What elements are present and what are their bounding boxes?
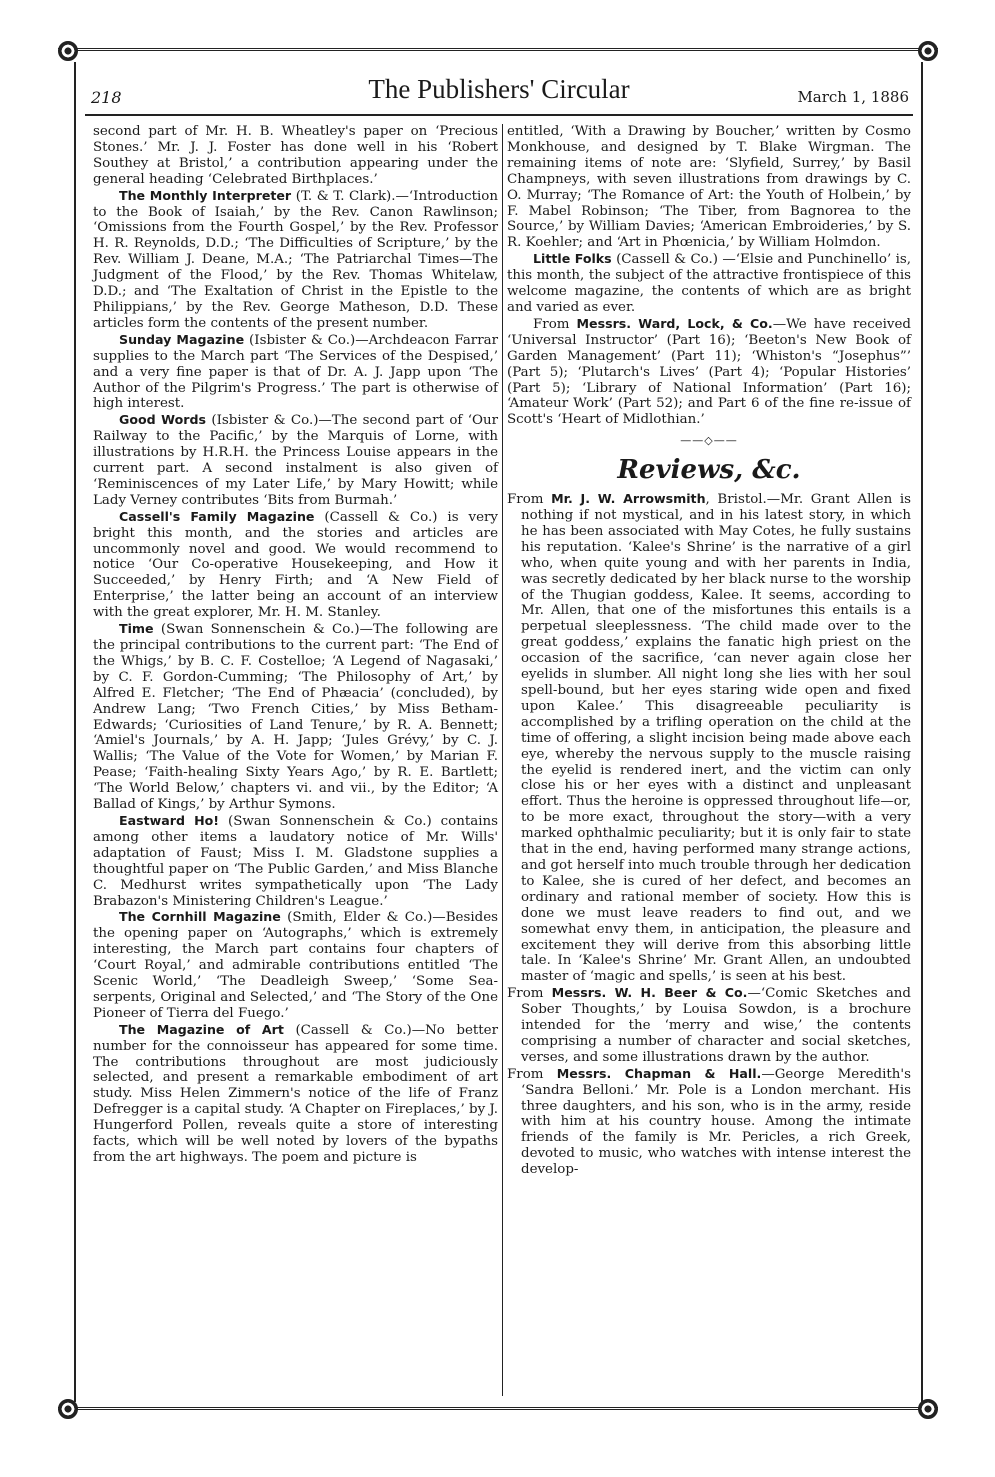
entry-lead: Sunday Magazine (119, 331, 245, 347)
page-header (85, 70, 913, 116)
paragraph (93, 909, 498, 1021)
left-column (93, 124, 498, 1166)
entry-lead: The Monthly Interpreter (119, 187, 292, 203)
paragraph: entitled, ‘With a Drawing by Boucher,’ written by Cosmo Monkhouse, and designed by T. Blake Wirgman. The remaining items of note are: ‘Slyfield, Surrey,’ by Basil Champneys, with seven illustrations from drawings by C. O. Murray; ‘The Romance of Art: the Youth of Holbein,’ by F. Mabel Robinson; ‘The Tiber, from Bagnorea to the Source,’ by William Davies; ‘American Embroideries,’ by S. R. Koehler; and ‘Art in Phœnicia,’ by William Holmdon. (507, 124, 911, 251)
entry-body: , Bristol.—Mr. Grant Allen is nothing if not mystical, and in his latest story, in which he has been associated with May Cotes, he fully sustains his reputation. ‘Kalee's Shrine’ is the narrative of a girl who, when quite young and with her parents in India, was secretly dedicated by her black nurse to the worship of the Thugian goddess, Kalee. It seems, according to Mr. Allen, that one of the misfortunes this entails is a perpetual sleeplessness. ‘The child made over to the great goddess,’ explains the fanatic high priest on the occasion of the sacrifice, ‘can never again close her eyelids in slumber. All night long she lies with her soul spell-bound, but her eyes staring wide open and fixed upon Kalee.’ This disagreeable peculiarity is accomplished by a trifling operation on the child at the time of offering, a slight incision being made above each eye, whereby the nervous supply to the muscle raising the eyelid is rendered inert, and the victim can only close his or her eyes with a distinct and unpleasant effort. Thus the heroine is oppressed throughout life—or, to be more exact, throughout the story—with a very marked ophthalmic peculiarity; but it is only fair to state that in the end, having performed many strange actions, and got herself into much trouble through her dedication to Kalee, she is cured of her defect, and becomes an ordinary and rational member of society. How this is done we must leave readers to find out, and we somewhat envy them, in anticipation, the pleasure and excitement they will derive from this absorbing little tale. In ‘Kalee's Shrine’ Mr. Grant Allen, an undoubted master of ‘magic and spells,’ is seen at his best. (521, 492, 911, 985)
entry-body: (Swan Sonnenschein & Co.) contains among other items a laudatory notice of Mr. Wills' adaptation of Faust; Miss I. M. Gladstone supplies a thoughtful paper on ‘The Public Garden,’ and Miss Blanche C. Medhurst writes sympathetically upon ‘The Lady Brabazon's Ministering Children's League.’ (93, 813, 498, 909)
paragraph (93, 412, 498, 508)
entry-lead: Good Words (119, 412, 206, 428)
entry-lead: The Magazine of Art (119, 1021, 284, 1037)
entry-lead: Time (119, 621, 154, 637)
entry-body: —George Meredith's ‘Sandra Belloni.’ Mr. Pole is a London merchant. His three daughters, and his son, who is in the army, reside with him at his country house. Among the intimate friends of the family is Mr. Pericles, a rich Greek, devoted to music, who watches with intense interest the develop- (521, 1066, 911, 1178)
paragraph (93, 332, 498, 413)
paragraph (507, 251, 911, 316)
review-entry (507, 1066, 911, 1178)
entry-body: (Isbister & Co.)—The second part of ‘Our Railway to the Pacific,’ by the Marquis of Lorne, with illustrations by H.R.H. the Princess Louise appears in the current part. A second instalment is also given of ‘Reminiscences of my Later Life,’ by Mary Howitt; while Lady Verney contributes ‘Bits from Burmah.’ (93, 413, 498, 508)
issue-date: March 1, 1886 (797, 88, 909, 106)
paragraph (93, 621, 498, 813)
column-divider (502, 124, 503, 1396)
entry-prefix: From (507, 986, 552, 1002)
right-border-rule (921, 62, 923, 1402)
entry-body: (Isbister & Co.)—Archdeacon Farrar supplies to the March part ‘The Services of the Despised,’ and a very fine paper is that of Dr. A. J. Japp upon ‘The Author of the Pilgrim's Progress.’ The part is otherwise of high interest. (93, 332, 498, 412)
entry-prefix: From (533, 316, 577, 332)
entry-body: (Cassell & Co.)—No better number for the connoisseur has appeared for some time. The contributions throughout are most judiciously selected, and present a remarkable embodiment of art study. Miss Helen Zimmern's notice of the life of Franz Defregger is a capital study. ‘A Chapter on Fireplaces,’ by J. Hungerford Pollen, reveals quite a store of interesting facts, which will be well noted by lovers of the bypaths from the art highways. The poem and picture is (93, 1022, 498, 1165)
entry-lead: Eastward Ho! (119, 812, 220, 828)
review-entry (507, 985, 911, 1066)
bottom-border-rule (58, 1407, 938, 1410)
entry-lead: Messrs. W. H. Beer & Co. (551, 985, 748, 1001)
entry-body: —‘Comic Sketches and Sober Thoughts,’ by Louisa Sowdon, is a brochure intended for the ‘merry and wise,’ the contents comprising a number of character and social sketches, verses, and some illustrations drawn by the author. (521, 986, 911, 1065)
review-entry (507, 491, 911, 985)
entry-body: —We have received ‘Universal Instructor’ (Part 16); ‘Beeton's New Book of Garden Management’ (Part 11); ‘Whiston's “Josephus”’ (Part 5); ‘Plutarch's Lives’ (Part 4); ‘Popular Histories’ (Part 5); ‘Library of National Information’ (Part 16); ‘Amateur Work’ (Part 52); and Part 6 of the fine re-issue of Scott's ‘Heart of Midlothian.’ (507, 316, 911, 428)
corner-ornament-icon (58, 1399, 78, 1419)
page-number: 218 (91, 88, 122, 107)
paragraph (507, 316, 911, 428)
corner-ornament-icon (58, 41, 78, 61)
corner-ornament-icon (918, 1399, 938, 1419)
entry-lead: Mr. J. W. Arrowsmith (551, 491, 706, 507)
entry-prefix: From (507, 492, 552, 508)
paragraph: second part of Mr. H. B. Wheatley's paper on ‘Precious Stones.’ Mr. J. J. Foster has done well in his ‘Robert Southey at Bristol,’ a contribution appearing under the general heading ‘Celebrated Birthplaces.’ (93, 124, 498, 187)
entry-lead: Cassell's Family Magazine (119, 508, 315, 524)
entry-body: (Swan Sonnenschein & Co.)—The following are the principal contributions to the current part: ‘The End of the Whigs,’ by B. C. F. Costelloe; ‘A Legend of Nagasaki,’ by C. F. Gordon-Cumming; ‘The Philosophy of Art,’ by Alfred E. Fletcher; ‘The End of Phæacia’ (concluded), by Andrew Lang; ‘Two French Cities,’ by Miss Betham-Edwards; ‘Curiosities of Land Tenure,’ by R. A. Bennett; ‘Amiel's Journals,’ by A. H. Japp; ‘Jules Grévy,’ by C. J. Wallis; ‘The Value of the Vote for Women,’ by Marian F. Pease; ‘Faith-healing Sixty Years Ago,’ by R. E. Bartlett; ‘The World Below,’ chapters vi. and vii., by the Editor; ‘A Ballad of Kings,’ by Arthur Symons. (93, 622, 498, 813)
entry-body: (T. & T. Clark).—‘Introduction to the Book of Isaiah,’ by the Rev. Canon Rawlinson; ‘Omissions from the Fourth Gospel,’ by the Rev. Professor H. R. Reynolds, D.D.; ‘The Difficulties of Scripture,’ by the Rev. William J. Deane, M.A.; ‘The Patriarchal Times—The Judgment of the Flood,’ by the Rev. Thomas Whitelaw, D.D.; and ‘The Exaltation of Christ in the Epistle to the Philippians,’ by the Rev. George Matheson, D.D. These articles form the contents of the present number. (93, 188, 498, 331)
paragraph (93, 813, 498, 909)
entry-body: (Cassell & Co.) is very bright this month, and the stories and articles are uncommonly novel and good. We would recommend to notice ‘Our Co-operative Housekeeping, and How it Succeeded,’ by Henry Firth; and ‘A New Field of Enterprise,’ the latter being an account of an interview with the great explorer, Mr. H. M. Stanley. (93, 509, 498, 621)
paragraph (93, 509, 498, 621)
section-divider: ——◇—— (680, 434, 738, 448)
entry-lead: Little Folks (533, 251, 612, 267)
entry-lead: Messrs. Ward, Lock, & Co. (576, 315, 773, 331)
paragraph (93, 1022, 498, 1166)
entry-body: (Cassell & Co.) —‘Elsie and Punchinello’ is, this month, the subject of the attractive frontispiece of this welcome magazine, the contents of which are as bright and varied as ever. (507, 252, 911, 315)
right-column (507, 124, 911, 1178)
left-border-rule (74, 62, 76, 1402)
publication-title: The Publishers' Circular (368, 74, 630, 104)
corner-ornament-icon (918, 41, 938, 61)
paragraph (93, 188, 498, 332)
top-border-rule (58, 48, 938, 51)
entry-lead: The Cornhill Magazine (119, 909, 281, 925)
entry-body: (Smith, Elder & Co.)—Besides the opening paper on ‘Autographs,’ which is extremely interesting, the March part contains four chapters of ‘Court Royal,’ and admirable contributions entitled ‘The Scenic World,’ ‘The Deadleigh Sweep,’ ‘Some Sea-serpents, Original and Selected,’ and ‘The Story of the One Pioneer of Tierra del Fuego.’ (93, 910, 498, 1021)
entry-prefix: From (507, 1066, 557, 1082)
entry-lead: Messrs. Chapman & Hall. (556, 1065, 762, 1081)
section-heading: Reviews, &c. (617, 455, 801, 486)
